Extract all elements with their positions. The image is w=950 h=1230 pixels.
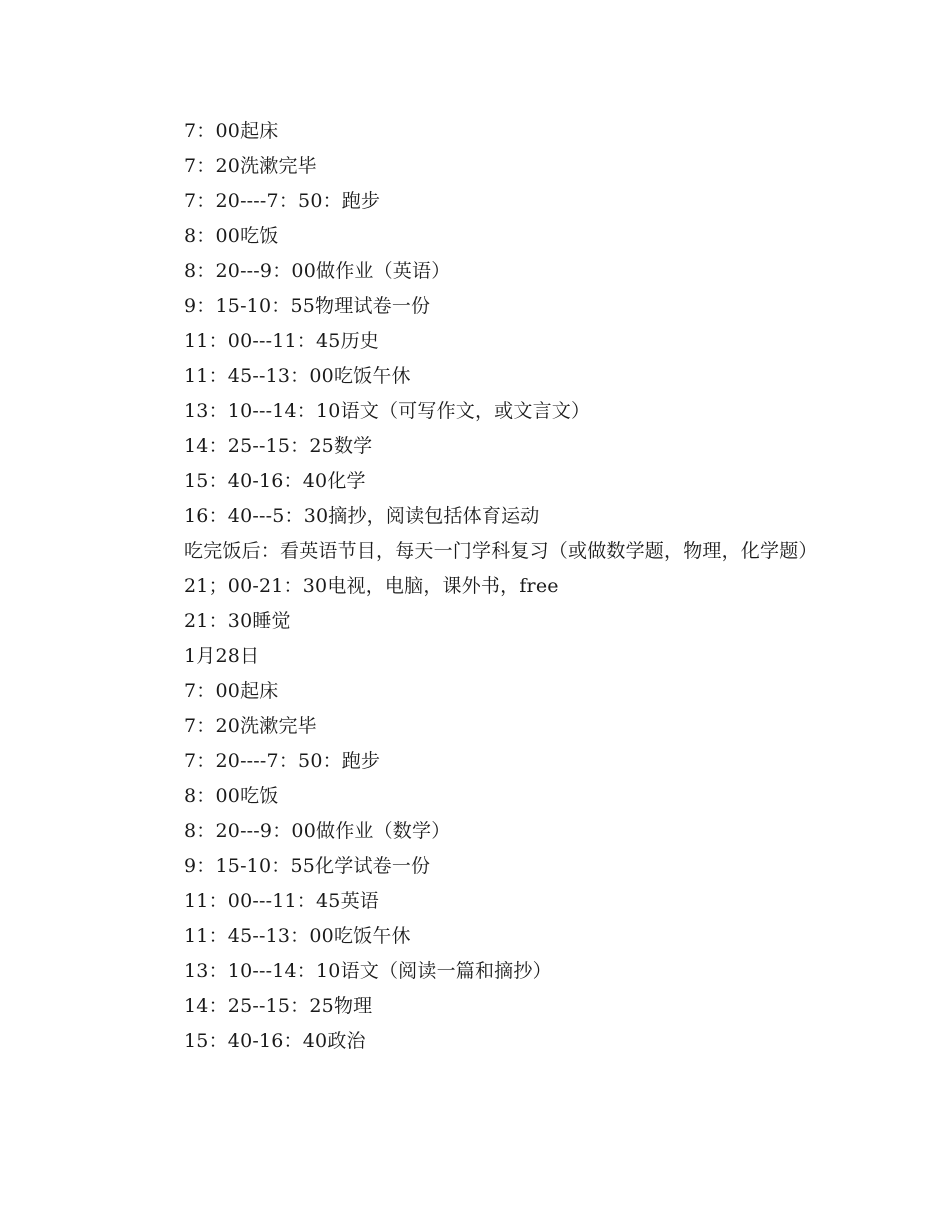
schedule-line: 7：00起床	[184, 680, 279, 702]
schedule-line: 9：15-10：55物理试卷一份	[184, 295, 431, 317]
schedule-line: 8：00吃饭	[184, 785, 279, 807]
schedule-line: 13：10---14：10语文（可写作文，或文言文）	[184, 400, 591, 422]
schedule-line: 7：20洗漱完毕	[184, 715, 317, 737]
schedule-line: 8：20---9：00做作业（英语）	[184, 260, 451, 282]
schedule-line: 13：10---14：10语文（阅读一篇和摘抄）	[184, 960, 552, 982]
schedule-line: 11：45--13：00吃饭午休	[184, 365, 411, 387]
document-page	[142, 114, 832, 1059]
schedule-line: 15：40-16：40政治	[184, 1030, 366, 1052]
schedule-line: 7：20----7：50：跑步	[184, 190, 381, 212]
schedule-line: 11：00---11：45英语	[184, 890, 379, 912]
after-dinner-paragraph: 吃完饭后：看英语节目，每天一门学科复习（或做数学题，物理，化学题）	[184, 540, 818, 562]
schedule-line: 9：15-10：55化学试卷一份	[184, 855, 431, 877]
schedule-line: 7：20洗漱完毕	[184, 155, 317, 177]
schedule-line: 15：40-16：40化学	[184, 470, 366, 492]
schedule-line: 14：25--15：25数学	[184, 435, 373, 457]
schedule-line: 7：00起床	[184, 120, 279, 142]
schedule-line: 7：20----7：50：跑步	[184, 750, 381, 772]
schedule-line: 14：25--15：25物理	[184, 995, 373, 1017]
date-heading: 1月28日	[184, 645, 260, 667]
schedule-line: 8：00吃饭	[184, 225, 279, 247]
schedule-line: 8：20---9：00做作业（数学）	[184, 820, 451, 842]
schedule-line: 11：00---11：45历史	[184, 330, 379, 352]
schedule-line: 16：40---5：30摘抄，阅读包括体育运动	[184, 505, 540, 527]
schedule-line: 21；00-21：30电视，电脑，课外书，free	[184, 575, 559, 597]
schedule-line: 11：45--13：00吃饭午休	[184, 925, 411, 947]
schedule-line: 21：30睡觉	[184, 610, 291, 632]
